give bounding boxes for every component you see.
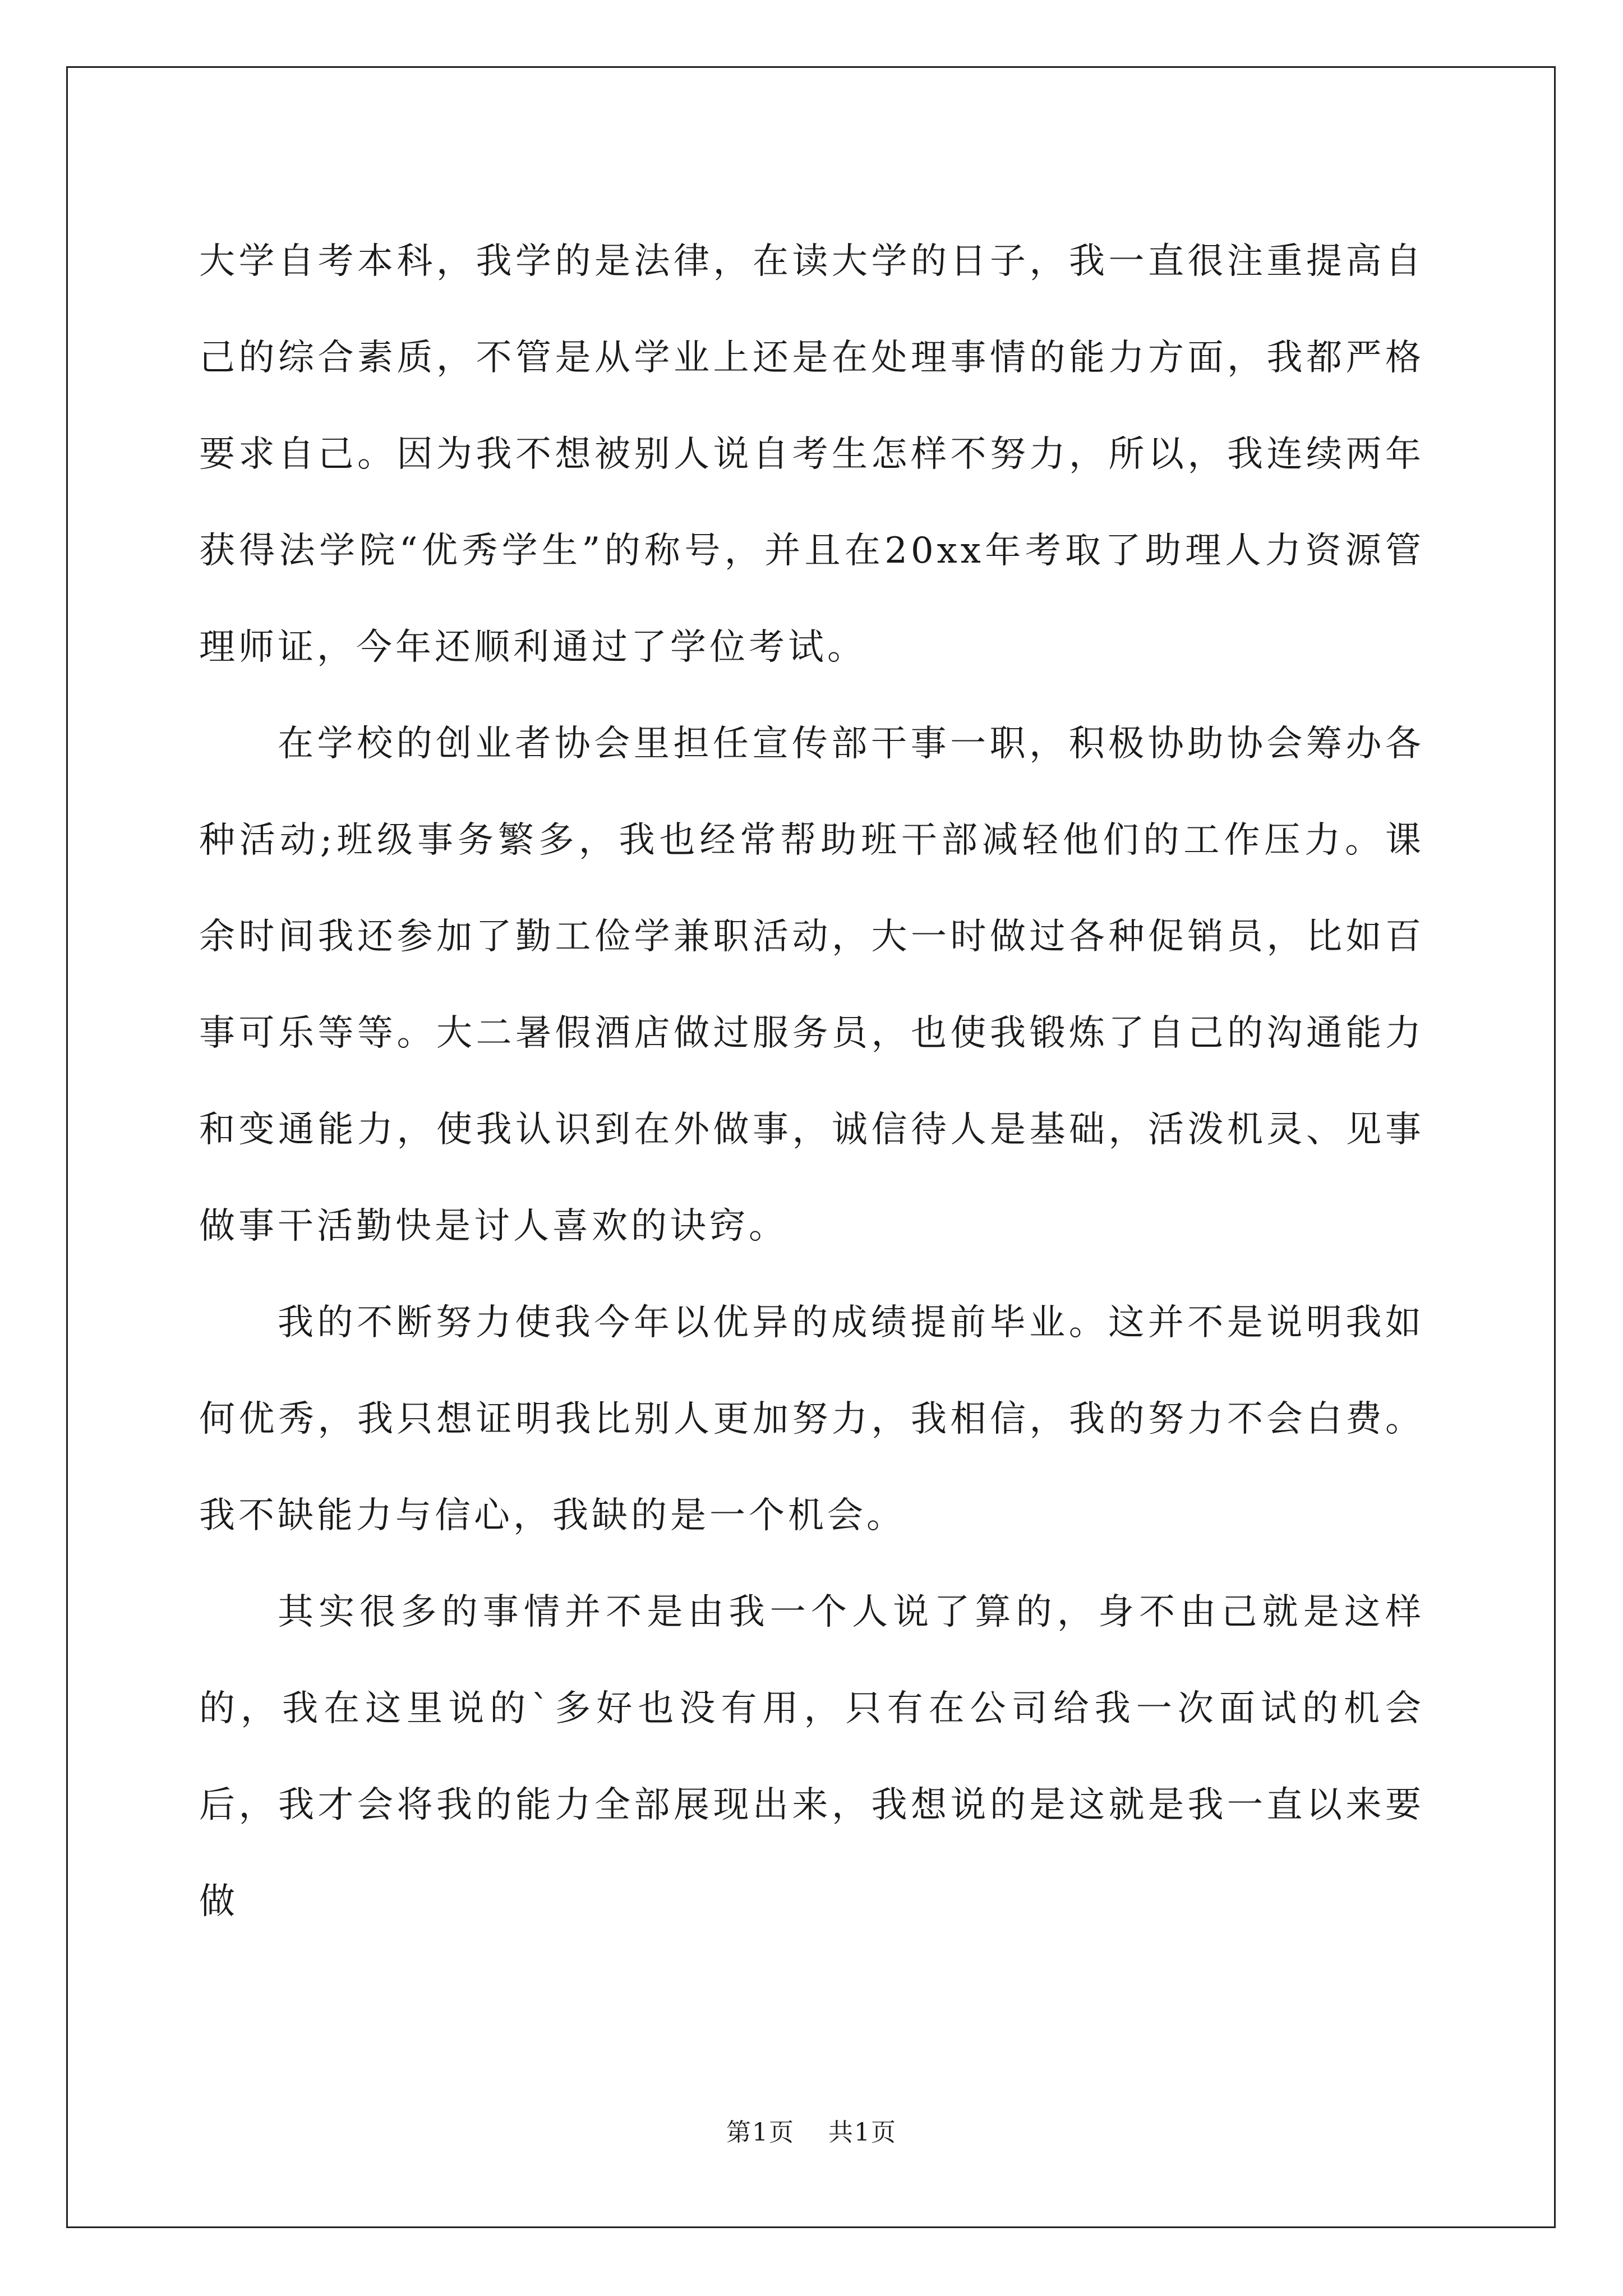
paragraph-4: 其实很多的事情并不是由我一个人说了算的，身不由己就是这样的，我在这里说的`多好也没有用，只有在公司给我一次面试的机会后，我才会将我的能力全部展现出来，我想说的是这就是我一直以来要做 [199,1591,1424,1922]
paragraph-3: 我的不断努力使我今年以优异的成绩提前毕业。这并不是说明我如何优秀，我只想证明我比别人更加努力，我相信，我的努力不会白费。我不缺能力与信心，我缺的是一个机会。 [199,1302,1424,1536]
page-total: 共1页 [828,2118,897,2147]
page-number: 第1页 [726,2118,795,2147]
document-body [199,213,1424,1950]
paragraph-1: 大学自考本科，我学的是法律，在读大学的日子，我一直很注重提高自己的综合素质，不管是从学业上还是在处理事情的能力方面，我都严格要求自己。因为我不想被别人说自考生怎样不努力，所以，我连续两年获得法学院“优秀学生”的称号，并且在20xx年考取了助理人力资源管理师证，今年还顺利通过了学位考试。 [199,241,1424,668]
paragraph-2: 在学校的创业者协会里担任宣传部干事一职，积极协助协会筹办各种活动;班级事务繁多，我也经常帮助班干部减轻他们的工作压力。课余时间我还参加了勤工俭学兼职活动，大一时做过各种促销员，比如百事可乐等等。大二暑假酒店做过服务员，也使我锻炼了自己的沟通能力和变通能力，使我认识到在外做事，诚信待人是基础，活泼机灵、见事做事干活勤快是讨人喜欢的诀窍。 [199,723,1424,1247]
page-footer [0,2112,1623,2148]
